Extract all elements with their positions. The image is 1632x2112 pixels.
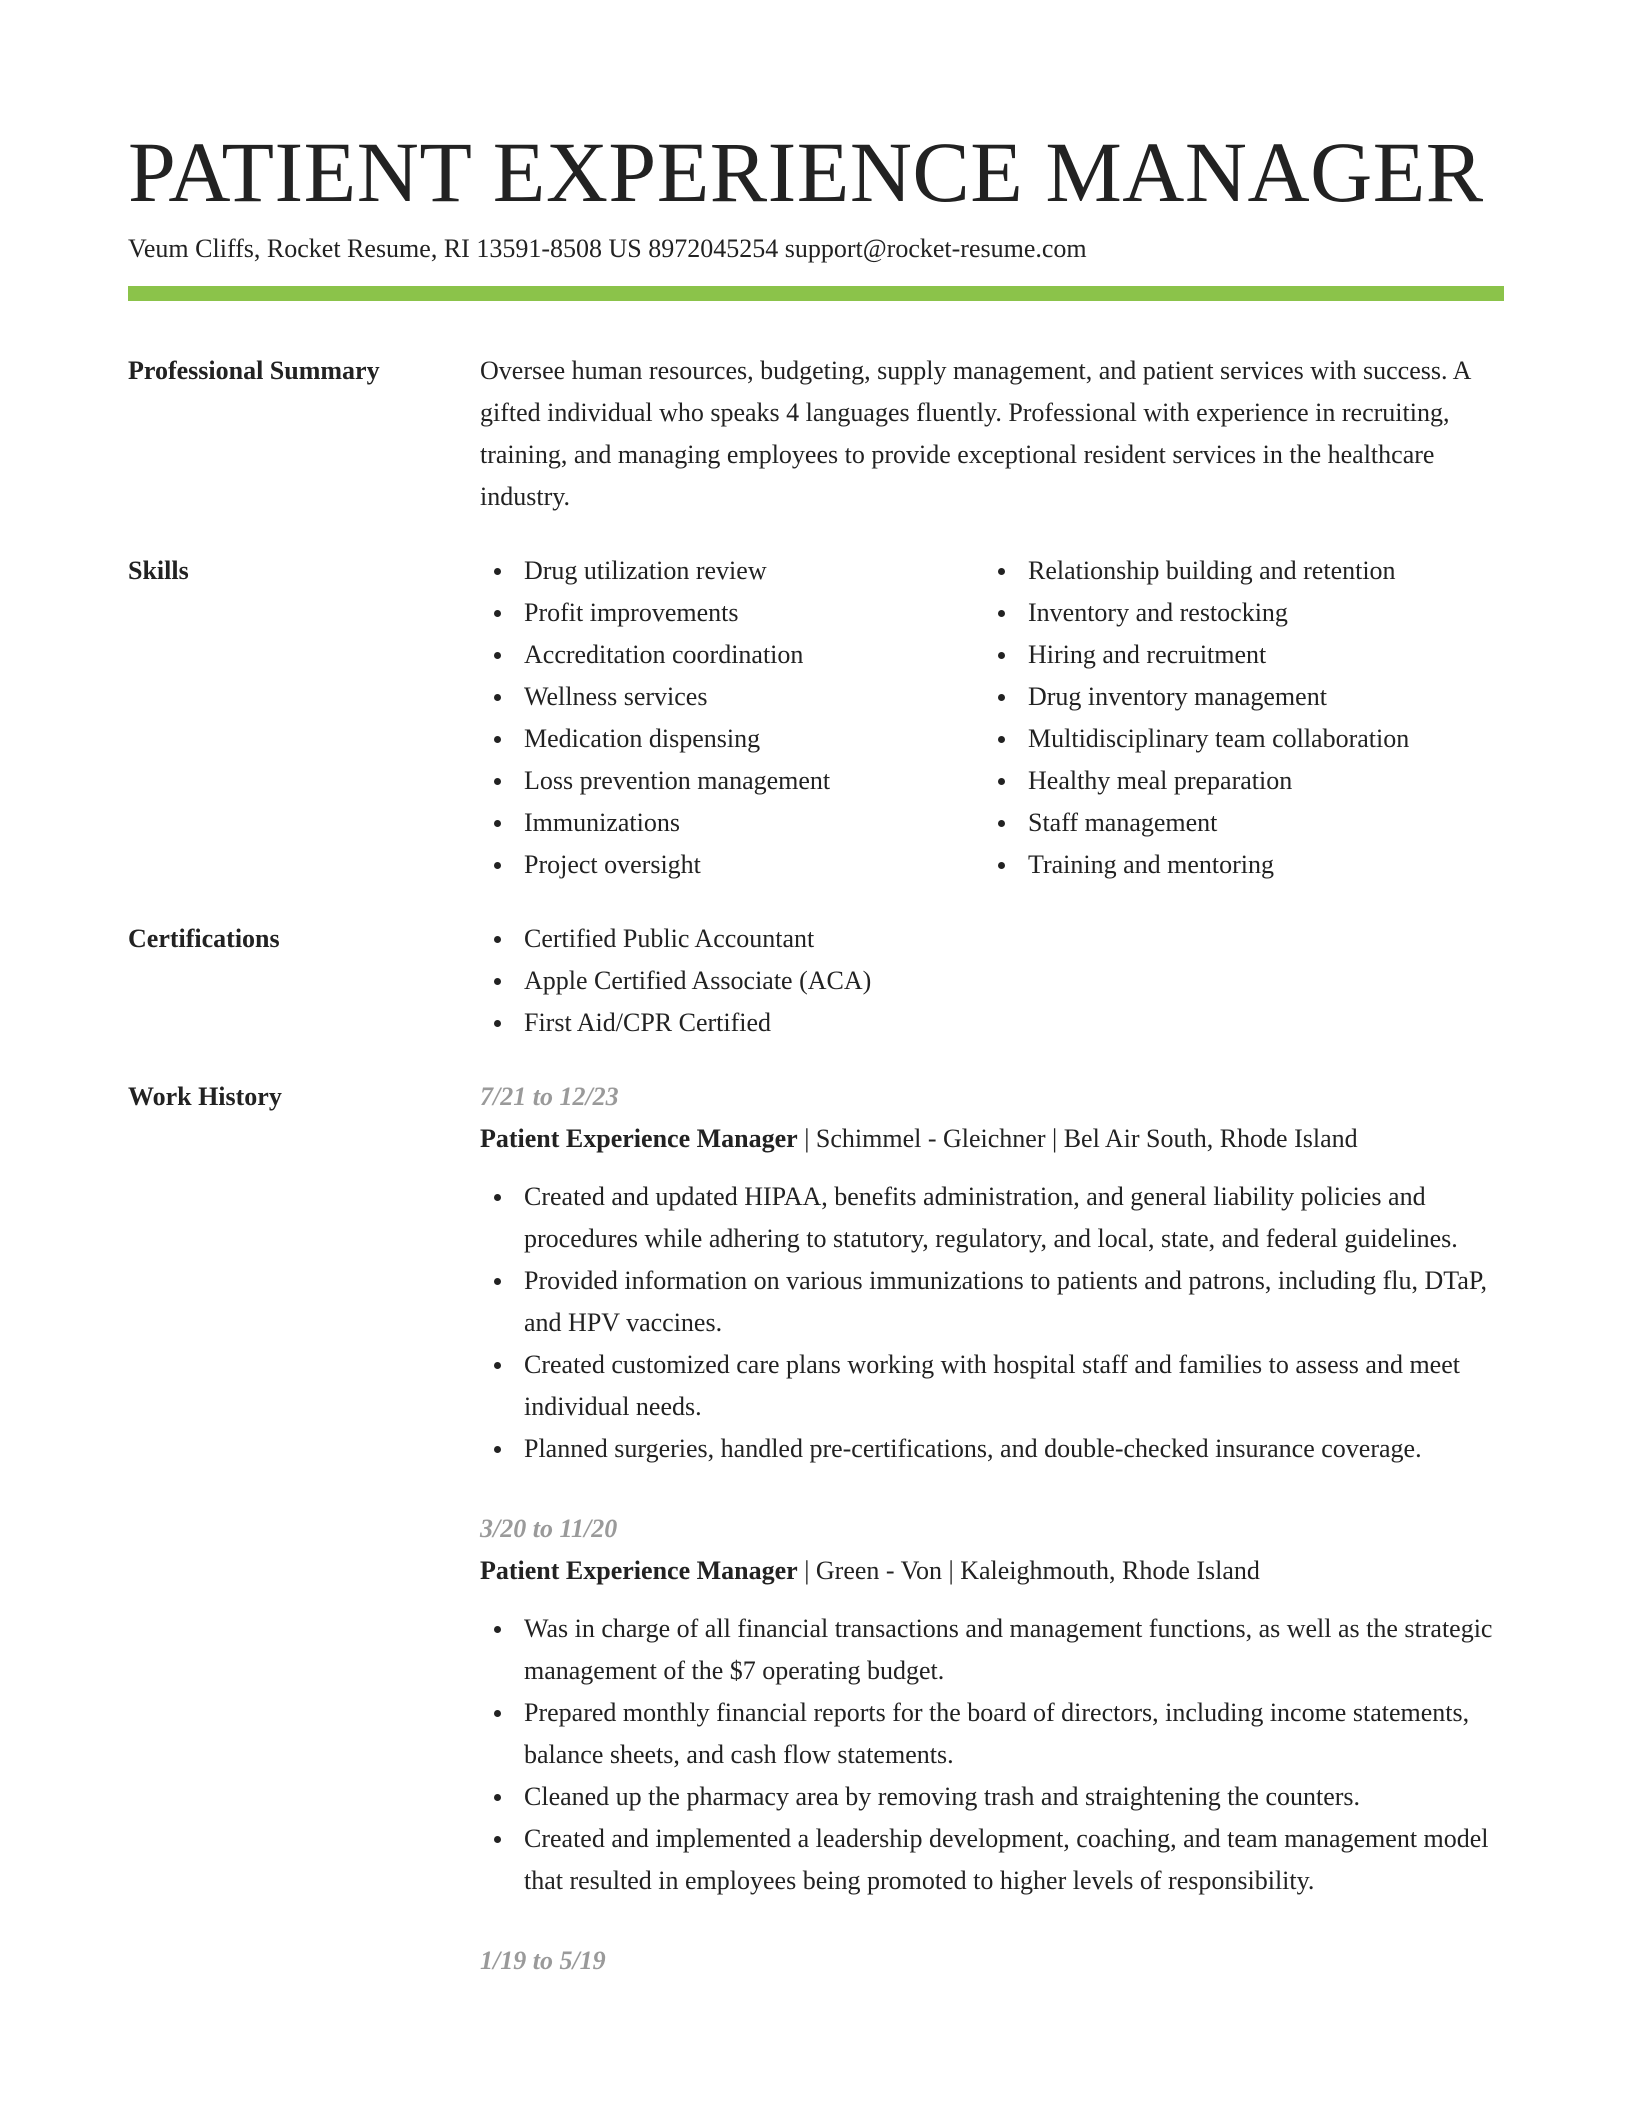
job-details: | Schimmel - Gleichner | Bel Air South, Rhode Island xyxy=(797,1124,1358,1153)
certification-item: Apple Certified Associate (ACA) xyxy=(480,960,1504,1002)
skill-item: Multidisciplinary team collaboration xyxy=(984,718,1488,760)
duty-item: Created customized care plans working with hospital staff and families to assess and meet individual needs. xyxy=(480,1344,1504,1428)
skill-item: Profit improvements xyxy=(480,592,984,634)
job-title: Patient Experience Manager xyxy=(480,1556,798,1585)
duty-item: Created and updated HIPAA, benefits administration, and general liability policies and procedures while adhering to statutory, regulatory, and local, state, and federal guidelines. xyxy=(480,1176,1504,1260)
skill-item: Relationship building and retention xyxy=(984,550,1488,592)
skills-heading: Skills xyxy=(128,556,189,585)
accent-divider xyxy=(128,286,1504,301)
skill-item: Loss prevention management xyxy=(480,760,984,802)
duty-item: Provided information on various immunizations to patients and patrons, including flu, DTaP, and HPV vaccines. xyxy=(480,1260,1504,1344)
work-history-heading: Work History xyxy=(128,1082,282,1111)
job-duties xyxy=(480,1608,1504,1902)
job-heading xyxy=(480,1550,1504,1592)
skill-item: Wellness services xyxy=(480,676,984,718)
job-heading xyxy=(480,1118,1504,1160)
job-details: | Green - Von | Kaleighmouth, Rhode Island xyxy=(797,1556,1260,1585)
job-entry xyxy=(480,1508,1504,1902)
skill-item: Drug inventory management xyxy=(984,676,1488,718)
certifications-list xyxy=(480,918,1504,1044)
job-dates: 1/19 to 5/19 xyxy=(480,1946,606,1975)
resume-title: PATIENT EXPERIENCE MANAGER xyxy=(128,124,1484,220)
job-duties xyxy=(480,1176,1504,1470)
skills-list-left xyxy=(480,550,984,886)
duty-item: Planned surgeries, handled pre-certifications, and double-checked insurance coverage. xyxy=(480,1428,1504,1470)
certifications-heading: Certifications xyxy=(128,924,280,953)
job-dates: 7/21 to 12/23 xyxy=(480,1082,619,1111)
duty-item: Prepared monthly financial reports for the board of directors, including income statements, balance sheets, and cash flow statements. xyxy=(480,1692,1504,1776)
skill-item: Drug utilization review xyxy=(480,550,984,592)
summary-heading: Professional Summary xyxy=(128,356,380,385)
contact-info: Veum Cliffs, Rocket Resume, RI 13591-8508 US 8972045254 support@rocket-resume.com xyxy=(128,234,1087,263)
job-entry xyxy=(480,1076,1504,1470)
summary-text: Oversee human resources, budgeting, supply management, and patient services with success. A gifted individual who speaks 4 languages fluently. Professional with experience in recruiting, training, and managing employees to provide exceptional resident services in the healthcare industry. xyxy=(480,356,1470,511)
job-dates: 3/20 to 11/20 xyxy=(480,1514,618,1543)
skill-item: Hiring and recruitment xyxy=(984,634,1488,676)
skill-item: Medication dispensing xyxy=(480,718,984,760)
skill-item: Healthy meal preparation xyxy=(984,760,1488,802)
duty-item: Cleaned up the pharmacy area by removing trash and straightening the counters. xyxy=(480,1776,1504,1818)
skill-item: Project oversight xyxy=(480,844,984,886)
skill-item: Staff management xyxy=(984,802,1488,844)
job-entry xyxy=(480,1940,1504,1982)
skill-item: Accreditation coordination xyxy=(480,634,984,676)
skill-item: Training and mentoring xyxy=(984,844,1488,886)
duty-item: Was in charge of all financial transactions and management functions, as well as the strategic management of the $7 operating budget. xyxy=(480,1608,1504,1692)
skill-item: Inventory and restocking xyxy=(984,592,1488,634)
duty-item: Created and implemented a leadership development, coaching, and team management model that resulted in employees being promoted to higher levels of responsibility. xyxy=(480,1818,1504,1902)
job-title: Patient Experience Manager xyxy=(480,1124,798,1153)
certification-item: Certified Public Accountant xyxy=(480,918,1504,960)
certification-item: First Aid/CPR Certified xyxy=(480,1002,1504,1044)
skill-item: Immunizations xyxy=(480,802,984,844)
skills-list-right xyxy=(984,550,1488,886)
